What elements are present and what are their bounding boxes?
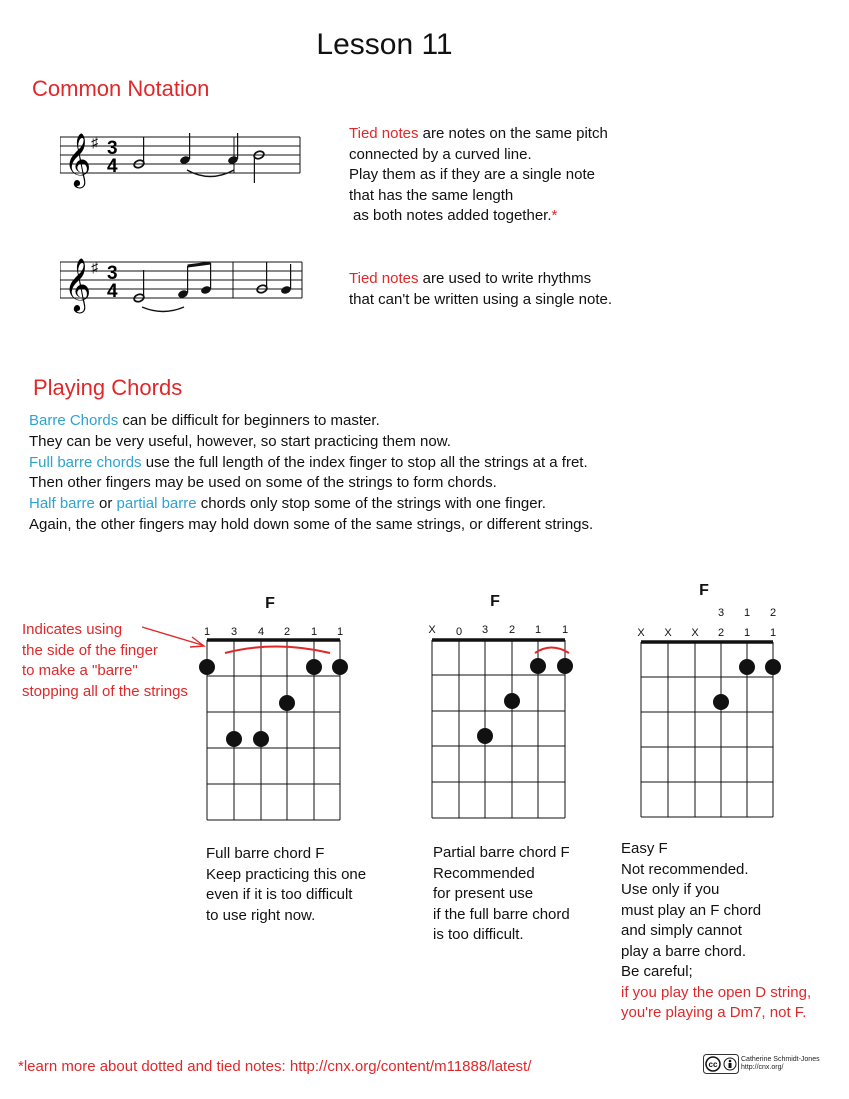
tied-notes-text-1: Tied notes are notes on the same pitch connected by a curved line. Play them as if they are a single note that has the same length as both notes added together.*: [349, 125, 608, 224]
finger-dot: [226, 731, 242, 747]
time-sig-bottom: 4: [107, 156, 118, 177]
svg-text:♯: ♯: [91, 259, 98, 275]
footer-link[interactable]: *learn more about dotted and tied notes: http://cnx.org/content/m11888/latest/: [18, 1058, 532, 1075]
staff-example-1: [60, 125, 310, 200]
staff-example-2: [60, 250, 310, 325]
svg-text:2: 2: [717, 627, 725, 639]
svg-text:1: 1: [743, 607, 751, 619]
svg-text:X: X: [664, 627, 672, 639]
svg-text:𝄞: 𝄞: [64, 258, 92, 310]
finger-label: 1: [203, 626, 211, 638]
finger-label: 1: [336, 626, 344, 638]
svg-text:3: 3: [481, 624, 489, 636]
treble-clef-icon: 𝄞: [64, 133, 92, 185]
caption-full-barre: Full barre chord F Keep practicing this one even if it is too difficult to use right now.: [206, 845, 367, 924]
page-title: Lesson 11: [316, 28, 453, 61]
finger-dot: [504, 693, 520, 709]
svg-text:1: 1: [743, 627, 751, 639]
svg-text:1: 1: [769, 627, 777, 639]
time-sig-top: 3: [107, 138, 118, 159]
common-notation-heading: Common Notation: [32, 76, 210, 101]
finger-dot: [279, 695, 295, 711]
barre-annotation: Indicates using the side of the finger to make a "barre" stopping all of the strings: [22, 621, 188, 700]
finger-dot: [199, 659, 215, 675]
caption-partial-barre: Partial barre chord F Recommended for present use if the full barre chord is too difficult.: [433, 844, 570, 943]
chord-name: F: [699, 582, 709, 599]
svg-text:♯: ♯: [91, 134, 98, 150]
barre-arc: [535, 648, 569, 654]
tied-notes-text-2: Tied notes are used to write rhythms that can't be written using a single note.: [349, 270, 613, 308]
finger-label: 1: [310, 626, 318, 638]
svg-text:cc: cc: [708, 1060, 718, 1069]
finger-dot: [739, 659, 755, 675]
playing-chords-heading: Playing Chords: [33, 375, 183, 400]
credit-name: Catherine Schmidt-Jones: [741, 1056, 820, 1063]
finger-dot: [332, 659, 348, 675]
svg-text:3: 3: [107, 263, 118, 284]
svg-text:4: 4: [107, 281, 118, 302]
finger-dot: [765, 659, 781, 675]
chord-diagram-full-barre: [190, 590, 360, 830]
finger-dot: [557, 658, 573, 674]
caption-easy-f: Easy F Not recommended. Use only if you must play an F chord and simply cannot play a barre chord. Be careful; if you play the open D string, you're playing a Dm7, not F.: [621, 840, 812, 1021]
svg-text:X: X: [637, 627, 645, 639]
svg-text:3: 3: [717, 607, 725, 619]
svg-text:2: 2: [769, 607, 777, 619]
svg-text:2: 2: [508, 624, 516, 636]
finger-dot: [530, 658, 546, 674]
svg-text:0: 0: [455, 626, 463, 638]
svg-text:X: X: [691, 627, 699, 639]
chord-name: F: [490, 593, 500, 610]
credit-url[interactable]: http://cnx.org/: [741, 1064, 784, 1071]
svg-text:1: 1: [561, 624, 569, 636]
finger-label: 2: [283, 626, 291, 638]
finger-dot: [477, 728, 493, 744]
finger-dot: [713, 694, 729, 710]
svg-text:1: 1: [534, 624, 542, 636]
finger-label: 4: [257, 626, 265, 638]
finger-label: 3: [230, 626, 238, 638]
chord-name: F: [265, 595, 275, 612]
svg-text:X: X: [428, 624, 436, 636]
barre-chords-intro: Barre Chords can be difficult for beginners to master. They can be very useful, however, so start practicing them now. Full barre chords use the full length of the index finger to stop all the strings at a fret. Then other fingers may be used on some of the strings to form chords. Half barre or partial barre chords only stop some of the strings with one finger. Again, the other fingers may hold down some of the same strings, or different strings.: [29, 412, 594, 533]
finger-dot: [253, 731, 269, 747]
finger-dot: [306, 659, 322, 675]
license-badge: [703, 1054, 833, 1076]
chord-diagram-partial-barre: [415, 588, 585, 828]
chord-diagram-easy-f: [624, 578, 794, 828]
